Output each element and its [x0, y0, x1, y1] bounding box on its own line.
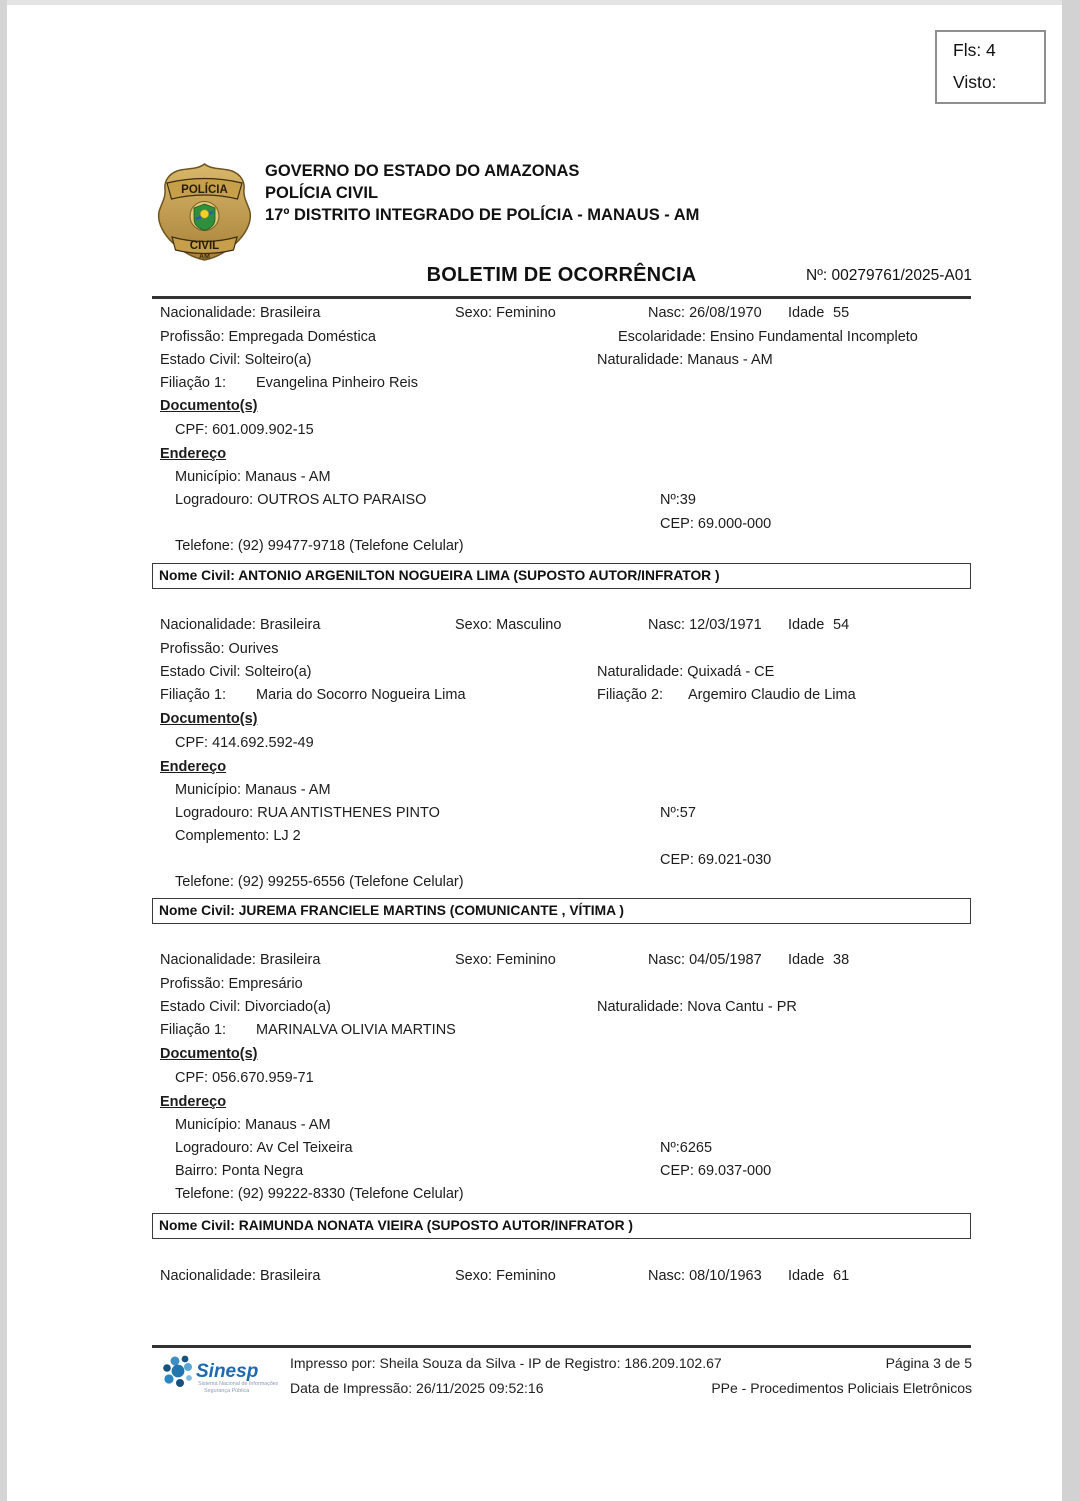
field-label: CEP: [660, 1163, 694, 1179]
field-label: Nacionalidade: [160, 1268, 256, 1284]
field-value: Feminino [496, 1268, 556, 1284]
field-value: Brasileira [259, 952, 321, 968]
report-title: BOLETIM DE OCORRÊNCIA [426, 264, 697, 286]
field-value: 08/10/1963 [689, 1268, 762, 1284]
field-value: Manaus - AM [245, 1117, 331, 1133]
report-number: Nº: 00279761/2025-A01 [806, 267, 972, 284]
field-value: Feminino [496, 952, 556, 968]
field-label: Município: [175, 1117, 242, 1133]
field-value: 69.021-030 [697, 852, 772, 868]
field-value: Av Cel Teixeira [256, 1140, 353, 1156]
field-filiacao1-label: Filiação 1: [160, 1022, 227, 1038]
field-value: 04/05/1987 [689, 952, 762, 968]
badge-top-text: POLÍCIA [181, 184, 228, 196]
field-value: (92) 99255-6556 (Telefone Celular) [237, 874, 464, 890]
field-label: Nasc: [648, 1268, 686, 1284]
field-label: Sexo: [455, 1268, 493, 1284]
field-value: Nova Cantu - PR [687, 999, 797, 1015]
field-idade-value: 38 [833, 952, 850, 968]
field-sexo [455, 305, 556, 321]
field-telefone [175, 874, 464, 890]
corner-box [935, 30, 1046, 104]
field-label: CEP: [660, 852, 694, 868]
field-label: Nacionalidade: [160, 617, 256, 633]
footer-divider [152, 1345, 971, 1348]
field-label: Profissão: [160, 976, 225, 992]
sinesp-name: Sinesp [196, 1361, 259, 1382]
field-label: Bairro: [175, 1163, 218, 1179]
field-label: CEP: [660, 516, 694, 532]
address-heading: Endereço [160, 446, 227, 462]
field-value: RUA ANTISTHENES PINTO [257, 805, 440, 821]
field-naturalidade [597, 999, 797, 1015]
field-label: Nº: [660, 492, 680, 508]
field-nasc [648, 1268, 762, 1284]
field-escolaridade [618, 329, 918, 345]
badge-uf-text: AM [199, 253, 210, 261]
name-header: Nome Civil: JUREMA FRANCIELE MARTINS (COMUNICANTE , VÍTIMA ) [152, 898, 971, 924]
field-value: Brasileira [259, 617, 321, 633]
field-value: Empregada Doméstica [228, 329, 377, 345]
field-idade-label: Idade [788, 305, 825, 321]
field-numero [660, 805, 696, 821]
field-municipio [175, 1117, 331, 1133]
field-estado-civil [160, 352, 312, 368]
field-value: Ourives [228, 641, 279, 657]
field-filiacao2-value: Argemiro Claudio de Lima [688, 687, 856, 703]
field-logradouro [175, 805, 440, 821]
field-label: Sexo: [455, 952, 493, 968]
field-nasc [648, 952, 762, 968]
field-sexo [455, 617, 561, 633]
field-cpf [175, 735, 314, 751]
field-value: Brasileira [259, 1268, 321, 1284]
field-value: Manaus - AM [245, 782, 331, 798]
field-label: Logradouro: [175, 1140, 254, 1156]
field-estado-civil [160, 664, 312, 680]
field-numero [660, 1140, 712, 1156]
field-label: Nacionalidade: [160, 952, 256, 968]
print-date: Data de Impressão: 26/11/2025 09:52:16 [290, 1380, 544, 1396]
field-sexo [455, 1268, 556, 1284]
page-edge-left [0, 0, 7, 1501]
field-value: Ensino Fundamental Incompleto [709, 329, 918, 345]
field-logradouro [175, 492, 426, 508]
field-estado-civil [160, 999, 331, 1015]
field-value: LJ 2 [273, 828, 301, 844]
field-label: Telefone: [175, 538, 234, 554]
field-idade-value: 55 [833, 305, 850, 321]
field-value: Solteiro(a) [244, 352, 312, 368]
name-header: Nome Civil: ANTONIO ARGENILTON NOGUEIRA LIMA (SUPOSTO AUTOR/INFRATOR ) [152, 563, 971, 589]
field-municipio [175, 782, 331, 798]
field-label: Naturalidade: [597, 999, 684, 1015]
field-label: Município: [175, 469, 242, 485]
field-value: Ponta Negra [221, 1163, 304, 1179]
field-value: 57 [679, 805, 696, 821]
field-value: 12/03/1971 [689, 617, 762, 633]
field-cep [660, 1163, 771, 1179]
field-profissao [160, 641, 278, 657]
police-badge-icon [152, 158, 257, 263]
field-label: Nº: [660, 805, 680, 821]
field-value: 39 [679, 492, 696, 508]
field-label: Naturalidade: [597, 352, 684, 368]
field-municipio [175, 469, 331, 485]
field-value: Empresário [228, 976, 303, 992]
field-label: Telefone: [175, 1186, 234, 1202]
address-heading: Endereço [160, 759, 227, 775]
field-complemento [175, 828, 301, 844]
field-label: CPF: [175, 1070, 209, 1086]
field-filiacao1-label: Filiação 1: [160, 687, 227, 703]
field-value: OUTROS ALTO PARAISO [257, 492, 427, 508]
field-label: Nº: [660, 1140, 680, 1156]
field-telefone [175, 1186, 464, 1202]
field-value: (92) 99222-8330 (Telefone Celular) [237, 1186, 464, 1202]
field-filiacao1-value: Maria do Socorro Nogueira Lima [256, 687, 466, 703]
field-nacionalidade [160, 617, 320, 633]
field-nacionalidade [160, 1268, 320, 1284]
field-label: Telefone: [175, 874, 234, 890]
field-value: Manaus - AM [687, 352, 773, 368]
address-heading: Endereço [160, 1094, 227, 1110]
divider [152, 296, 971, 299]
field-filiacao1-value: Evangelina Pinheiro Reis [256, 375, 419, 391]
field-label: Nasc: [648, 305, 686, 321]
field-label: Município: [175, 782, 242, 798]
field-nasc [648, 305, 762, 321]
field-label: Estado Civil: [160, 352, 241, 368]
badge-bottom-text: CIVIL [189, 240, 220, 252]
printed-by: Impresso por: Sheila Souza da Silva - IP de Registro: 186.209.102.67 [290, 1355, 722, 1371]
field-profissao [160, 329, 376, 345]
field-naturalidade [597, 664, 774, 680]
system-name: PPe - Procedimentos Policiais Eletrônicos [711, 1380, 972, 1396]
field-cpf [175, 1070, 314, 1086]
org-line-1: GOVERNO DO ESTADO DO AMAZONAS [265, 162, 580, 180]
field-naturalidade [597, 352, 773, 368]
field-label: Sexo: [455, 305, 493, 321]
field-label: Nacionalidade: [160, 305, 256, 321]
field-filiacao2-label: Filiação 2: [597, 687, 664, 703]
sinesp-logo-icon [158, 1352, 278, 1402]
name-header: Nome Civil: RAIMUNDA NONATA VIEIRA (SUPOSTO AUTOR/INFRATOR ) [152, 1213, 971, 1239]
documents-heading: Documento(s) [160, 398, 258, 414]
field-label: Estado Civil: [160, 664, 241, 680]
sinesp-tagline-1: Sistema Nacional de Informações de [198, 1381, 278, 1387]
org-line-3: 17º DISTRITO INTEGRADO DE POLÍCIA - MANAUS - AM [265, 206, 700, 224]
page-edge-right [1062, 0, 1080, 1501]
field-label: Complemento: [175, 828, 270, 844]
field-value: 69.000-000 [697, 516, 772, 532]
field-label: Nasc: [648, 617, 686, 633]
field-filiacao1-label: Filiação 1: [160, 375, 227, 391]
field-profissao [160, 976, 303, 992]
field-value: 26/08/1970 [689, 305, 762, 321]
sinesp-tagline-2: Segurança Pública [204, 1388, 250, 1394]
field-value: Divorciado(a) [244, 999, 331, 1015]
documents-heading: Documento(s) [160, 711, 258, 727]
field-idade-value: 54 [833, 617, 850, 633]
field-label: Escolaridade: [618, 329, 706, 345]
page-edge-top [0, 0, 1080, 5]
field-value: 6265 [679, 1140, 713, 1156]
field-value: 056.670.959-71 [212, 1070, 314, 1086]
field-idade-value: 61 [833, 1268, 850, 1284]
field-sexo [455, 952, 556, 968]
field-value: 69.037-000 [697, 1163, 772, 1179]
police-badge-icon [152, 158, 257, 263]
field-label: Logradouro: [175, 805, 254, 821]
field-label: Logradouro: [175, 492, 254, 508]
field-value: Feminino [496, 305, 556, 321]
field-nasc [648, 617, 762, 633]
field-numero [660, 492, 696, 508]
field-label: CPF: [175, 735, 209, 751]
field-label: Naturalidade: [597, 664, 684, 680]
field-value: Manaus - AM [245, 469, 331, 485]
field-value: Brasileira [259, 305, 321, 321]
field-cep [660, 852, 771, 868]
field-label: Profissão: [160, 329, 225, 345]
field-telefone [175, 538, 464, 554]
field-value: Quixadá - CE [687, 664, 775, 680]
field-cpf [175, 422, 314, 438]
field-bairro [175, 1163, 303, 1179]
sinesp-logo-icon [158, 1352, 278, 1402]
field-label: Profissão: [160, 641, 225, 657]
page-number: Página 3 de 5 [885, 1355, 972, 1371]
fls-label: Fls: 4 [953, 40, 996, 60]
field-label: Estado Civil: [160, 999, 241, 1015]
field-label: CPF: [175, 422, 209, 438]
field-idade-label: Idade [788, 952, 825, 968]
field-filiacao1-value: MARINALVA OLIVIA MARTINS [256, 1022, 456, 1038]
field-value: Masculino [496, 617, 562, 633]
field-idade-label: Idade [788, 1268, 825, 1284]
field-value: (92) 99477-9718 (Telefone Celular) [237, 538, 464, 554]
field-nacionalidade [160, 305, 320, 321]
field-idade-label: Idade [788, 617, 825, 633]
visto-label: Visto: [953, 72, 997, 92]
field-cep [660, 516, 771, 532]
field-label: Nasc: [648, 952, 686, 968]
field-label: Sexo: [455, 617, 493, 633]
field-value: 601.009.902-15 [212, 422, 314, 438]
field-value: 414.692.592-49 [212, 735, 314, 751]
documents-heading: Documento(s) [160, 1046, 258, 1062]
field-value: Solteiro(a) [244, 664, 312, 680]
org-line-2: POLÍCIA CIVIL [265, 184, 379, 202]
field-logradouro [175, 1140, 353, 1156]
field-nacionalidade [160, 952, 320, 968]
